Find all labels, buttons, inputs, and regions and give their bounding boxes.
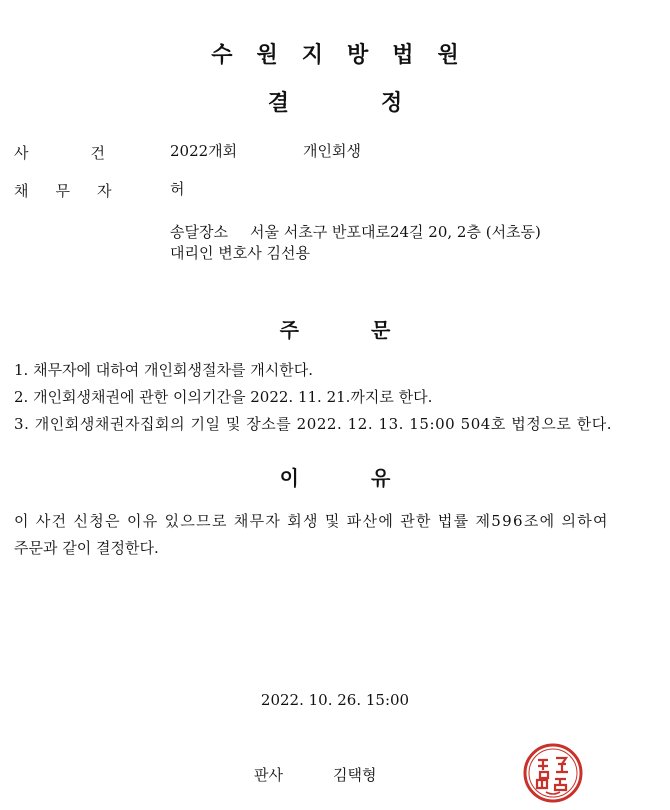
judge-title: 판사: [254, 766, 283, 784]
court-name: 수원지방법원: [211, 43, 483, 68]
debtor-name: 허: [170, 180, 185, 198]
case-number: 2022개회: [170, 142, 238, 160]
reason-line-1: 이 사건 신청은 이유 있으므로 채무자 회생 및 파산에 관한 법률 제596조에 의하여: [14, 512, 609, 530]
court-seal-icon: [522, 742, 584, 804]
order-item-2: 2. 개인회생채권에 관한 이의기간을 2022. 11. 21.까지로 한다.: [14, 388, 433, 406]
judge-name: 김택형: [333, 766, 377, 784]
order-item-1: 1. 채무자에 대하여 개인회생절차를 개시한다.: [14, 361, 313, 379]
case-label: 사건: [14, 144, 167, 162]
reason-line-2: 주문과 같이 결정한다.: [14, 539, 159, 557]
decision-date: 2022. 10. 26. 15:00: [260, 691, 410, 709]
address: 서울 서초구 반포대로24길 20, 2층 (서초동): [250, 223, 541, 241]
agent: 대리인 변호사 김선용: [170, 244, 310, 262]
debtor-label: 채무자: [14, 182, 139, 200]
document-title: 결정: [267, 91, 495, 116]
reason-heading: 이유: [279, 466, 463, 490]
case-name: 개인회생: [303, 142, 361, 160]
address-label: 송달장소: [170, 223, 228, 241]
order-heading: 주문: [279, 318, 463, 342]
order-item-3: 3. 개인회생채권자집회의 기일 및 장소를 2022. 12. 13. 15:00 504호 법정으로 한다.: [14, 415, 613, 433]
